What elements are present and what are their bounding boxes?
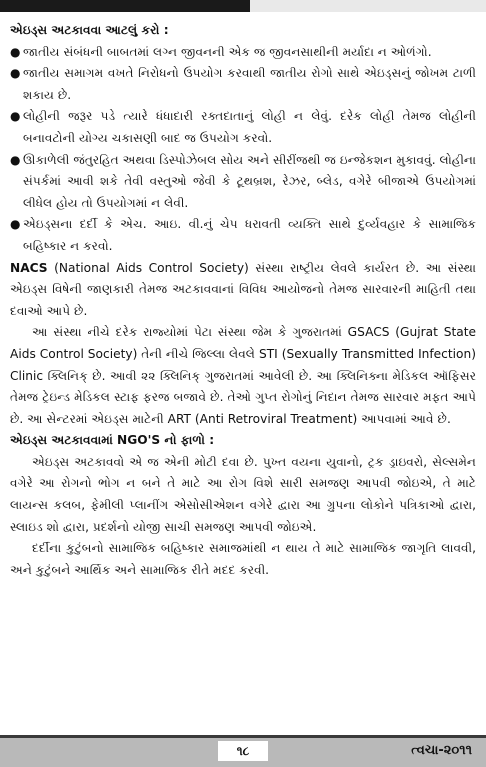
heading-prevention: એઇડ્સ અટકાવવા આટલું કરો : bbox=[10, 23, 169, 37]
header-dark-bar bbox=[0, 0, 250, 12]
nacs-paragraph bbox=[10, 258, 476, 323]
list-item bbox=[10, 42, 476, 64]
bullet-icon: ● bbox=[10, 44, 21, 59]
bullet-icon: ● bbox=[10, 66, 21, 81]
list-item bbox=[10, 214, 476, 257]
family-paragraph: દર્દીના કુટુંબનો સામાજિક બહિષ્કાર સમાજમાંથી ન થાય તે માટે સામાજિક જાગૃતિ લાવવી, અને કુટુંબને આર્થિક અને સામાજિક રીતે મદદ કરવી. bbox=[10, 541, 476, 577]
ngo-paragraph: એઇડ્સ અટકાવવો એ જ એની મોટી દવા છે. પુખ્ત વયના યુવાનો, ટ્રક ડ્રાઇવરો, સેલ્સમેન વગેરે આ રોગનો ભોગ ન બને તે માટે આ રોગ વિશે સારી સમજણ આપવી જોઇએ, તે માટે લાયન્સ કલબ, ફેમીલી પ્લાનીંગ એસોસીએશન વગેરે દ્વારા આ ગ્રુપના લોકોને પત્રિકાઓ દ્વારા, સ્લાઇડ શો દ્વારા, પ્રદર્શનો યોજી સાચી સમજણ આપવી જોઇએ. bbox=[10, 454, 476, 534]
list-item bbox=[10, 106, 476, 149]
nacs-text: (National Aids Control Society) સંસ્થા રાષ્ટ્રીય લેવલે કાર્યરત છે. આ સંસ્થા એઇડ્સ વિષેની જાણકારી તેમજ અટકાવવાનાં વિવિધ આયોજનો તેમજ સારવારની માહિતી તથા દવાઓ આપે છે. bbox=[10, 260, 476, 318]
list-item-text: એઇડ્સના દર્દી કે એચ. આઇ. વી.નું ચેપ ધરાવતી વ્યક્તિ સાથે દુર્વ્યવહાર કે સામાજિક બહિષ્કાર ન કરવો. bbox=[23, 217, 476, 253]
journal-name: ત્વચા-૨૦૧૧ bbox=[411, 743, 472, 758]
article-body bbox=[10, 20, 476, 581]
bullet-icon: ● bbox=[10, 217, 21, 232]
list-item-text: જાતીય સમાગમ વખતે નિરોધનો ઉપયોગ કરવાથી જાતીય રોગો સાથે એઇડ્સનું જોખમ ટાળી શકાય છે. bbox=[23, 66, 476, 102]
bullet-icon: ● bbox=[10, 109, 21, 124]
bullet-icon: ● bbox=[10, 152, 21, 167]
heading-ngo: એઇડ્સ અટકાવવામાં NGO'S નો ફાળો : bbox=[10, 433, 215, 448]
list-item-text: ઊકાળેલી જંતુરહિત અથવા ડિસ્પોઝેબલ સોય અને સીરીંજથી જ ઇન્જેકશન મુકાવવું. લોહીના સંપર્કમાં આવી શકે તેવી વસ્તુઓ જેવી કે ટૂથબ્રશ, રેઝર, બ્લેડ, વગેરે બીજાએ ઉપયોગમાં લીધેલ હોય તો ઉપયોગમાં ન લેવી. bbox=[23, 152, 476, 210]
list-item-text: લોહીની જરૂર પડે ત્યારે ધંધાદારી રક્તદાતાનું લોહી ન લેવું. દરેક લોહી તેમજ લોહીની બનાવટોની યોગ્ય ચકાસણી બાદ જ ઉપયોગ કરવો. bbox=[23, 109, 476, 145]
gsacs-paragraph: આ સંસ્થા નીચે દરેક રાજ્યોમાં પેટા સંસ્થા જેમ કે ગુજરાતમાં GSACS (Gujrat State Aids Control Society) તેની નીચે જિલ્લા લેવલે STI (Sexually Transmitted Infection) Clinic ક્લિનિક્ છે. આવી ૨૨ ક્લિનિક્ ગુજરાતમાં આવેલી છે. આ ક્લિનિક્ના મેડિકલ ઑફિસર તેમજ ટ્રેઇન્ડ મેડિકલ સ્ટાફ ફરજ બજાવે છે. તેઓ ગુપ્ત રોગોનું નિદાન તેમજ સારવાર મફત આપે છે. આ સેન્ટરમાં એઇડ્સ માટેની ART (Anti Retroviral Treatment) આપવામાં આવે છે. bbox=[10, 325, 476, 426]
list-item bbox=[10, 150, 476, 215]
page-number: ૧૮ bbox=[218, 741, 268, 761]
nacs-abbreviation: NACS bbox=[10, 260, 48, 275]
list-item-text: જાતીય સંબંધની બાબતમાં લગ્ન જીવનની એક જ જીવનસાથીની મર્યાદા ન ઓળંગો. bbox=[23, 44, 432, 59]
list-item bbox=[10, 63, 476, 106]
footer-rule bbox=[0, 735, 486, 738]
